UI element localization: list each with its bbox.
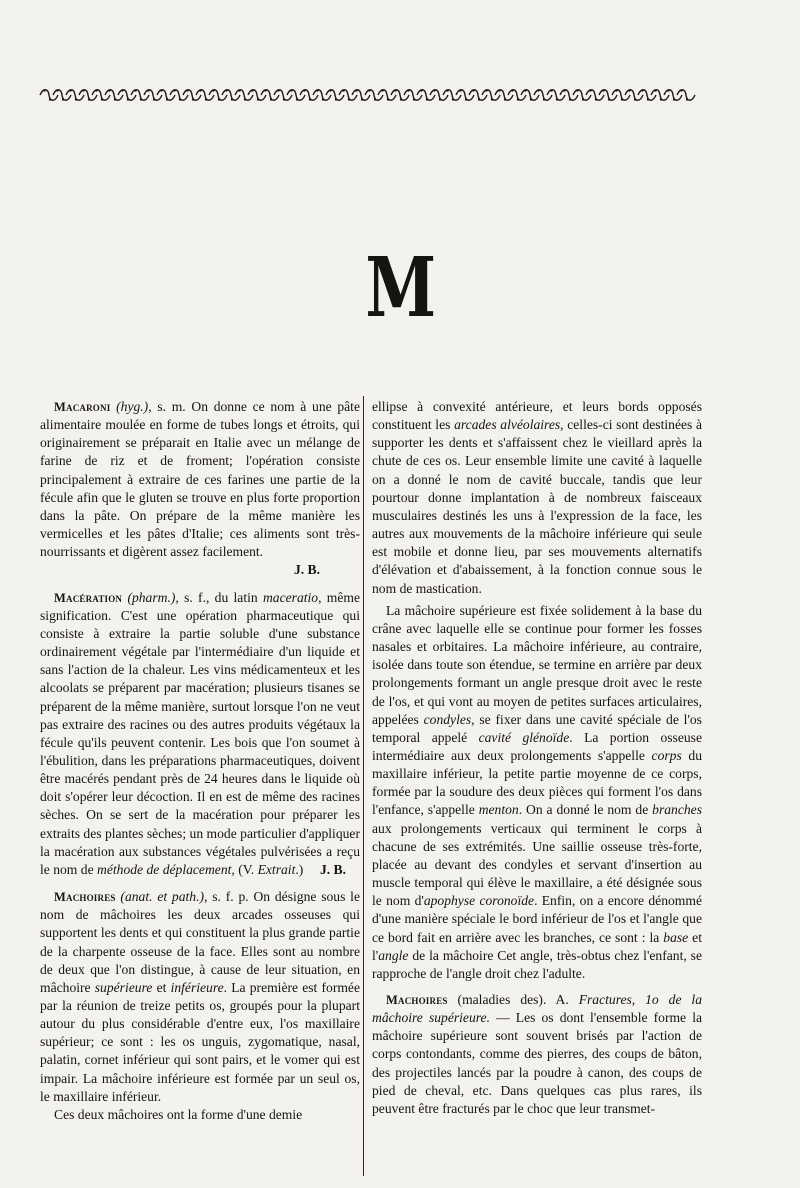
paragraph-3 <box>372 991 702 1118</box>
cross-ref-end: .) <box>295 861 304 877</box>
text: aux prolongements verticaux qui terminent le corps à chacune de ses extrémités. Une saillie osseuse très-forte, placée au devant des condyles et servant d'insertion au muscle temporal qui élève le maxillaire, a été désignée sous le nom d' <box>372 820 702 909</box>
entry-machoires <box>40 888 360 1124</box>
latin-term: maceratio <box>262 589 319 605</box>
text: . Enfin, on a encore dénommé d'une manière spéciale le bord inférieur de l'os et l'angle que ce bord fait en arrière avec les branches, ce sont : la <box>372 893 702 945</box>
text: . On a donné le nom de <box>518 802 653 818</box>
signature: J. B. <box>293 562 320 578</box>
term-arcades: arcades alvéolaires <box>454 417 561 433</box>
text: , se fixer dans une cavité spéciale de l'os temporal appelé <box>372 711 702 745</box>
text: (maladies des). A. <box>447 992 579 1007</box>
headword: Machoires <box>54 890 116 905</box>
text: . La portion osseuse intermédiaire aux deux prolongements s'appelle <box>372 729 702 763</box>
cross-ref: (V. <box>234 861 258 877</box>
text: , celles-ci sont destinées à supporter les dents et s'affaissent chez le vieillard après la chute de ces os. Leur ensemble limite une cavité à laquelle on a donné le nom de cavité buccale, tandis que leur pourtour donne implantation à de nombreux faisceaux musculaires destinés les uns à l'expression de la face, les autres aux mouvements de la mâchoire inférieure qui seule est mobile et donne lieu, par ses mouvements alternatifs d'élévation et d'abaissement, à la fonction connue sous le nom de mastication. <box>372 417 702 596</box>
paragraph-2 <box>372 602 702 983</box>
entry-text: , s. f. p. On désigne sous le nom de mâchoires les deux arcades osseuses qui supportent les dents et qui constituent la plus grande partie de la charpente osseuse de la face. Elles sont au nombre de deux que l'on distingue, à cause de leur situation, en mâchoire <box>40 889 360 995</box>
entry-text: et <box>152 979 171 995</box>
term-corps: corps <box>651 747 682 763</box>
headword: Machoires <box>386 993 448 1007</box>
term-angle: angle <box>378 947 409 963</box>
headword: Macération <box>54 590 123 605</box>
right-column <box>372 398 702 1118</box>
term-superieure: supérieure <box>94 979 153 995</box>
text: — Les os dont l'ensemble forme la mâchoire supérieure sont souvent brisés par l'action de corps contondants, comme des pierres, des coups de bâton, des projectiles lancés par la poudre à canon, des coups de pied de cheval, etc. Dans quelques cas plus rares, ils peuvent être fracturés par le choc que leur transmet- <box>372 1010 702 1116</box>
term-menton: menton <box>478 802 519 818</box>
text: ellipse à convexité antérieure, et leurs bords opposés constituent les <box>372 399 702 433</box>
headword: Macaroni <box>54 400 111 414</box>
entry-text: , s. f., du latin <box>175 589 263 605</box>
entry-maceration <box>40 589 360 880</box>
term-cavite: cavité glénoïde <box>478 729 570 745</box>
entry-text: . La première est formée par la réunion de treize petits os, groupés pour la plupart autour du plus considérable d'entre eux, l'os maxillaire supérieur; ce sont : les os unguis, zygomatique, nasal, palatin, cornet inférieur qui sont pairs, et le vomer qui est impair. La mâchoire inférieure est formée par un seul os, le maxillaire inférieur. <box>40 979 360 1104</box>
text: La mâchoire supérieure est fixée solidement à la base du crâne avec laquelle elle se continue pour former les fosses nasales et orbitaires. La mâchoire inférieure, au contraire, isolée dans toute son étendue, se termine en arrière par deux prolongements formant un angle presque droit avec le reste de l'os, et qui vont au moyen de petites surfaces articulaires, appelées <box>372 602 702 727</box>
entry-macaroni <box>40 398 360 580</box>
cross-ref-term: Extrait <box>257 861 296 877</box>
text: de la mâchoire Cet angle, très-obtus chez l'enfant, se rapproche de l'angle droit chez l'adulte. <box>372 947 702 981</box>
left-column <box>40 398 360 1133</box>
text: et l' <box>372 929 702 963</box>
paragraph-1 <box>372 398 702 598</box>
term-base: base <box>663 929 689 945</box>
entry-text: , même signification. C'est une opération pharmaceutique qui consiste à extraire la partie soluble d'une substance ordinairement végétale par l'intermédiaire d'un liquide et sans l'action de la chaleur. Les vins médicamenteux et les alcoolats se préparent par macération; plusieurs tisanes se préparent de la même manière, surtout lorsque l'on ne veut pas extraire des racines ou des autres produits végétaux la fécule qu'ils peuvent contenir. Les bois que l'on soumet à l'ébulition, dans les préparations pharmaceutiques, doivent être macérés pendant près de 24 heures dans le liquide où doit s'opérer leur décoction. Il en est de même des racines sèches. On se sert de la macération pour préparer les extraits des plantes sèches; un mode particulier d'appliquer la macération aux substances végétales pulvérisées a reçu le nom de <box>40 589 360 877</box>
ornament-rule <box>32 86 696 104</box>
term-inferieure: inférieure <box>170 979 224 995</box>
term-condyles: condyles <box>423 711 472 727</box>
field-label: (anat. et path.) <box>120 889 205 905</box>
field-label: (hyg.) <box>116 399 149 414</box>
entry-text: , s. m. On donne ce nom à une pâte alimentaire moulée en forme de tubes longs et étroits, qui originairement se préparait en Italie avec un mélange de farine de riz et de froment; l'opération consiste principalement à extraire de ces farines une partie de la fécule afin que le gluten se trouve en plus forte proportion dans la pâte. On prépare de la même manière les vermicelles et les pâtes d'Italie; ces aliments sont très-nourrissants et digèrent assez facilement. <box>40 399 360 560</box>
section-letter: M <box>365 240 435 336</box>
term-fractures: Fractures, 1o de la mâchoire supérieure. <box>372 992 703 1026</box>
signature: J. B. <box>319 861 346 877</box>
term-branches: branches <box>652 802 702 818</box>
field-label: (pharm.) <box>127 589 176 605</box>
method-term: méthode de déplacement, <box>97 861 235 877</box>
text: du maxillaire inférieur, la petite partie moyenne de ce corps, formée par la soudure des deux pièces qui forment l'os dans l'enfance, s'appelle <box>372 747 702 818</box>
column-rule <box>363 396 364 1176</box>
entry-text: Ces deux mâchoires ont la forme d'une demie <box>54 1106 303 1122</box>
term-apophyse: apophyse coronoïde <box>423 893 535 909</box>
header-ornament <box>32 86 696 104</box>
